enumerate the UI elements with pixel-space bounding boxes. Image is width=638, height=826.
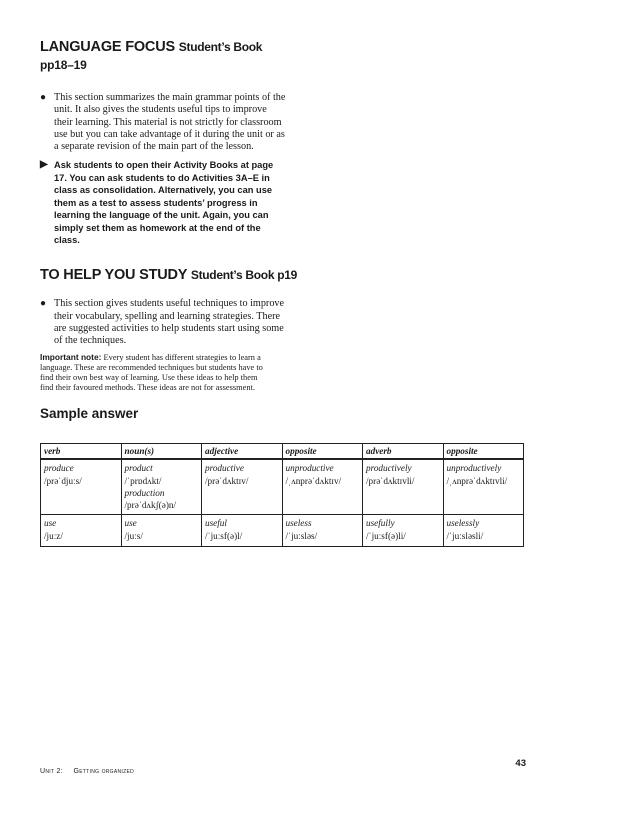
word: unproductively xyxy=(446,463,502,474)
language-focus-heading xyxy=(40,38,520,56)
col-header-opposite-2: opposite xyxy=(443,444,524,460)
footer-unit: Unit 2: xyxy=(40,768,63,775)
pronunciation: /ˈjuːsləs/ xyxy=(285,530,318,541)
footer-unit-title: Getting organized xyxy=(73,768,134,775)
table-cell xyxy=(121,459,202,515)
to-help-heading xyxy=(40,266,520,284)
col-header-opposite: opposite xyxy=(282,444,363,460)
word: unproductive xyxy=(285,463,334,474)
important-note xyxy=(40,352,272,394)
table-cell xyxy=(202,459,283,515)
pronunciation: /juːs/ xyxy=(124,530,143,541)
bullet-icon: ● xyxy=(40,92,47,103)
table-cell xyxy=(443,459,524,515)
to-help-source: Student’s Book p19 xyxy=(190,268,298,283)
word: uselessly xyxy=(446,518,480,529)
pronunciation: /prəˈdjuːs/ xyxy=(44,475,82,486)
arrow-right-icon: ▶ xyxy=(40,159,48,171)
table-cell xyxy=(121,515,202,547)
to-help-bullet-text: This section gives students useful techniques to improve their vocabulary, spelling and learning strategies. There are suggested activities to help students start using some of the techniques. xyxy=(54,298,285,347)
language-focus-instruction-text: Ask students to open their Activity Books at page 17. You can ask students to do Activities 3A–E in class as consolidation. Alternatively, you can use them as a test to assess students’ progress in learning the language of the unit. Again, you can simply set them as homework at the end of the class. xyxy=(54,160,274,245)
language-focus-instruction xyxy=(40,159,286,246)
word: use xyxy=(44,518,57,529)
word: usefully xyxy=(366,518,395,529)
pronunciation: /ˈjuːsləsli/ xyxy=(446,530,484,541)
pronunciation: /ˌʌnprəˈdʌktɪv/ xyxy=(285,475,342,486)
pronunciation: /prəˈdʌktɪvli/ xyxy=(366,475,415,486)
important-note-text: Every student has different strategies to learn a language. These are recommended techniques but students have to find their own best way of learning. Use these ideas to help them find their favoured methods. These ideas are not for assessment. xyxy=(40,352,263,393)
pronunciation: /ˈjuːsf(ə)l/ xyxy=(205,530,243,541)
word: productive xyxy=(205,463,244,474)
table-cell xyxy=(443,515,524,547)
table-cell xyxy=(41,515,122,547)
language-focus-source: Student’s Book xyxy=(178,40,263,54)
bullet-icon: ● xyxy=(40,298,47,310)
table-cell xyxy=(41,459,122,515)
word: produce xyxy=(44,463,74,474)
pronunciation: /ˌʌnprəˈdʌktɪvli/ xyxy=(446,475,508,486)
table-cell xyxy=(363,459,444,515)
word: product xyxy=(124,463,153,474)
table-cell xyxy=(363,515,444,547)
page-footer xyxy=(40,760,526,774)
col-header-nouns: noun(s) xyxy=(121,444,202,460)
table-header-row xyxy=(41,444,524,460)
page-number: 43 xyxy=(515,758,526,769)
important-note-label: Important note: xyxy=(40,351,102,362)
table-cell xyxy=(282,459,363,515)
word: useful xyxy=(205,518,227,529)
sample-answer-table xyxy=(40,443,524,547)
language-focus-bullet-text: This section summarizes the main grammar points of the unit. It also gives the students useful tips to improve their learning. This material is not strictly for classroom use but you can take advantage of it during the unit or as a separate revision of the main part of the lesson. xyxy=(54,92,286,153)
word: useless xyxy=(285,518,312,529)
to-help-title: TO HELP YOU STUDY xyxy=(40,267,188,284)
table-row xyxy=(41,459,524,515)
main-content xyxy=(40,38,520,421)
pronunciation: /juːz/ xyxy=(44,530,63,541)
table-cell xyxy=(202,515,283,547)
language-focus-title: LANGUAGE FOCUS xyxy=(40,39,175,55)
to-help-bullet xyxy=(40,298,286,347)
pronunciation: /ˈprɒdʌkt/ xyxy=(124,475,162,486)
word: production xyxy=(124,487,165,498)
col-header-adverb: adverb xyxy=(363,444,444,460)
table-row xyxy=(41,515,524,547)
pronunciation: /prəˈdʌkʃ(ə)n/ xyxy=(124,500,177,511)
language-focus-pages: pp18–19 xyxy=(40,58,87,72)
pronunciation: /prəˈdʌktɪv/ xyxy=(205,475,249,486)
word: productively xyxy=(366,463,412,474)
language-focus-bullet xyxy=(40,92,286,153)
sample-answer-title: Sample answer xyxy=(40,405,139,421)
word: use xyxy=(124,518,137,529)
table-cell xyxy=(282,515,363,547)
pronunciation: /ˈjuːsf(ə)li/ xyxy=(366,530,406,541)
col-header-adjective: adjective xyxy=(202,444,283,460)
col-header-verb: verb xyxy=(41,444,122,460)
